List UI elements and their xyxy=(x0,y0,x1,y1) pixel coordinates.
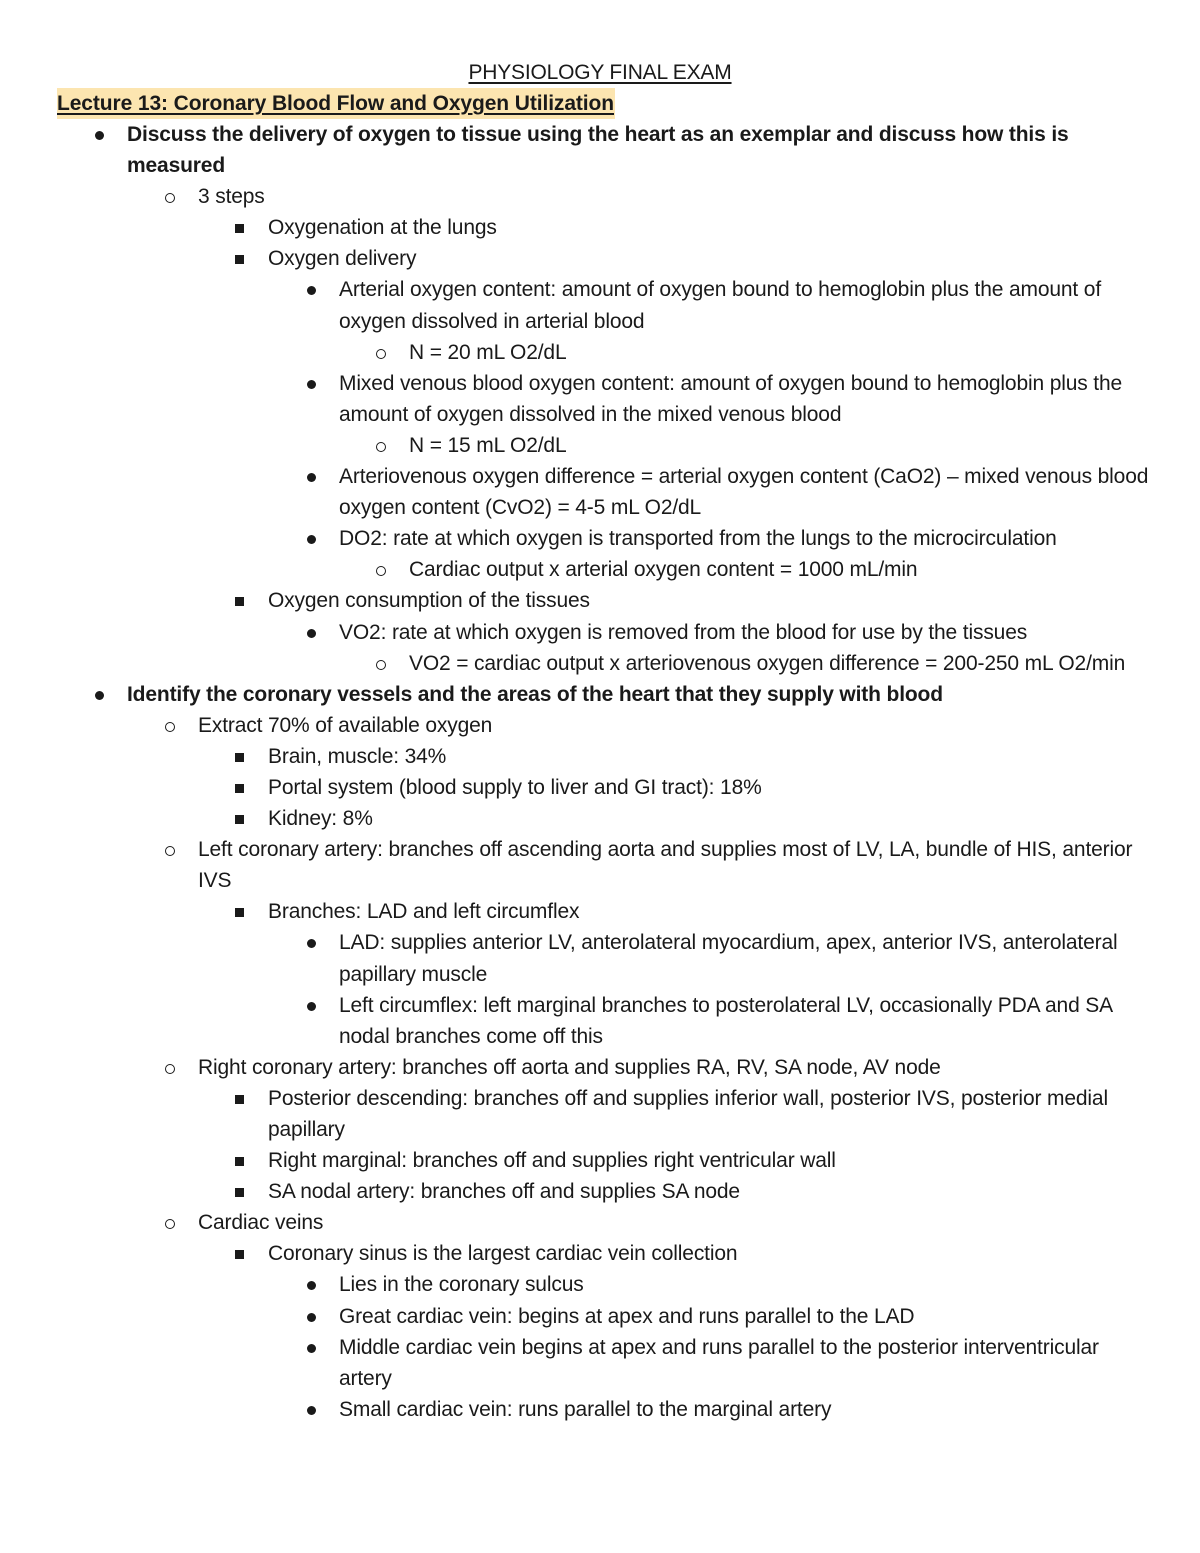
outline-item xyxy=(0,274,1200,336)
outline-item xyxy=(0,1301,1200,1332)
outline-item xyxy=(0,1394,1200,1425)
outline-item-text: N = 20 mL O2/dL xyxy=(409,340,567,364)
outline-item-text: VO2: rate at which oxygen is removed from the blood for use by the tissues xyxy=(339,620,1028,644)
outline-item-text: Middle cardiac vein begins at apex and runs parallel to the posterior interventricular artery xyxy=(339,1335,1099,1390)
outline-item-text: Posterior descending: branches off and supplies inferior wall, posterior IVS, posterior medial papillary xyxy=(268,1086,1108,1141)
outline-item-text: Small cardiac vein: runs parallel to the marginal artery xyxy=(339,1397,832,1421)
outline-item xyxy=(0,461,1200,523)
outline-item xyxy=(0,119,1200,181)
outline-list xyxy=(0,119,1200,1425)
outline-item-text: Mixed venous blood oxygen content: amount of oxygen bound to hemoglobin plus the amount of oxygen dissolved in the mixed venous blood xyxy=(339,371,1123,426)
outline-item-text: Lies in the coronary sulcus xyxy=(339,1273,584,1297)
outline-item-text: Cardiac veins xyxy=(198,1211,324,1235)
outline-item xyxy=(0,430,1200,461)
outline-item xyxy=(0,834,1200,896)
outline-item-text: Coronary sinus is the largest cardiac vein collection xyxy=(268,1242,738,1266)
outline-item-text: Branches: LAD and left circumflex xyxy=(268,900,580,924)
outline-item xyxy=(0,679,1200,710)
outline-item-text: Great cardiac vein: begins at apex and runs parallel to the LAD xyxy=(339,1304,915,1328)
outline-item-text: Right coronary artery: branches off aorta and supplies RA, RV, SA node, AV node xyxy=(198,1055,941,1079)
outline-item xyxy=(0,1176,1200,1207)
outline-item xyxy=(0,1083,1200,1145)
outline-item-text: LAD: supplies anterior LV, anterolateral myocardium, apex, anterior IVS, anterolateral papillary muscle xyxy=(339,931,1118,986)
outline-item xyxy=(0,212,1200,243)
outline-item xyxy=(0,554,1200,585)
outline-item xyxy=(0,648,1200,679)
outline-item xyxy=(0,990,1200,1052)
outline-item-text: Oxygen consumption of the tissues xyxy=(268,589,590,613)
outline-item-text: Oxygen delivery xyxy=(268,247,417,271)
outline-item-text: Oxygenation at the lungs xyxy=(268,216,497,240)
outline-item xyxy=(0,1238,1200,1269)
outline-item xyxy=(0,710,1200,741)
outline-item-text: Arteriovenous oxygen difference = arterial oxygen content (CaO2) – mixed venous blood oxygen content (CvO2) = 4-5 mL O2/dL xyxy=(339,465,1149,520)
outline-item-text: Kidney: 8% xyxy=(268,807,373,831)
outline-item-text: DO2: rate at which oxygen is transported from the lungs to the microcirculation xyxy=(339,527,1057,551)
outline-item xyxy=(0,337,1200,368)
lecture-heading: Lecture 13: Coronary Blood Flow and Oxygen Utilization xyxy=(57,88,615,119)
outline-item xyxy=(0,368,1200,430)
outline-item xyxy=(0,1207,1200,1238)
outline-item xyxy=(0,803,1200,834)
outline-item xyxy=(0,896,1200,927)
outline-item-text: Identify the coronary vessels and the areas of the heart that they supply with blood xyxy=(127,682,943,706)
outline-item-text: Extract 70% of available oxygen xyxy=(198,713,493,737)
outline-item xyxy=(0,1052,1200,1083)
outline-item xyxy=(0,1269,1200,1300)
outline-item-text: Portal system (blood supply to liver and GI tract): 18% xyxy=(268,775,762,799)
outline-item-text: N = 15 mL O2/dL xyxy=(409,433,567,457)
outline-item xyxy=(0,741,1200,772)
outline-item xyxy=(0,523,1200,554)
outline-item xyxy=(0,1332,1200,1394)
outline-item-text: VO2 = cardiac output x arteriovenous oxygen difference = 200-250 mL O2/min xyxy=(409,651,1126,675)
outline-item xyxy=(0,243,1200,274)
outline-item xyxy=(0,585,1200,616)
outline-item-text: 3 steps xyxy=(198,185,265,209)
outline-item-text: Left circumflex: left marginal branches to posterolateral LV, occasionally PDA and SA nodal branches come off this xyxy=(339,993,1112,1048)
outline-item-text: Arterial oxygen content: amount of oxygen bound to hemoglobin plus the amount of oxygen dissolved in arterial blood xyxy=(339,278,1102,333)
document-title: PHYSIOLOGY FINAL EXAM xyxy=(468,61,732,84)
outline-item-text: Cardiac output x arterial oxygen content = 1000 mL/min xyxy=(409,558,918,582)
outline-item-text: Right marginal: branches off and supplies right ventricular wall xyxy=(268,1149,836,1173)
outline-item-text: Brain, muscle: 34% xyxy=(268,744,447,768)
outline-item-text: Left coronary artery: branches off ascending aorta and supplies most of LV, LA, bundle of HIS, anterior IVS xyxy=(198,838,1133,893)
outline-item xyxy=(0,1145,1200,1176)
outline-item-text: SA nodal artery: branches off and supplies SA node xyxy=(268,1180,740,1204)
outline-item xyxy=(0,772,1200,803)
outline-item xyxy=(0,927,1200,989)
outline-item xyxy=(0,181,1200,212)
outline-item xyxy=(0,617,1200,648)
outline-item-text: Discuss the delivery of oxygen to tissue using the heart as an exemplar and discuss how this is measured xyxy=(127,123,1069,178)
